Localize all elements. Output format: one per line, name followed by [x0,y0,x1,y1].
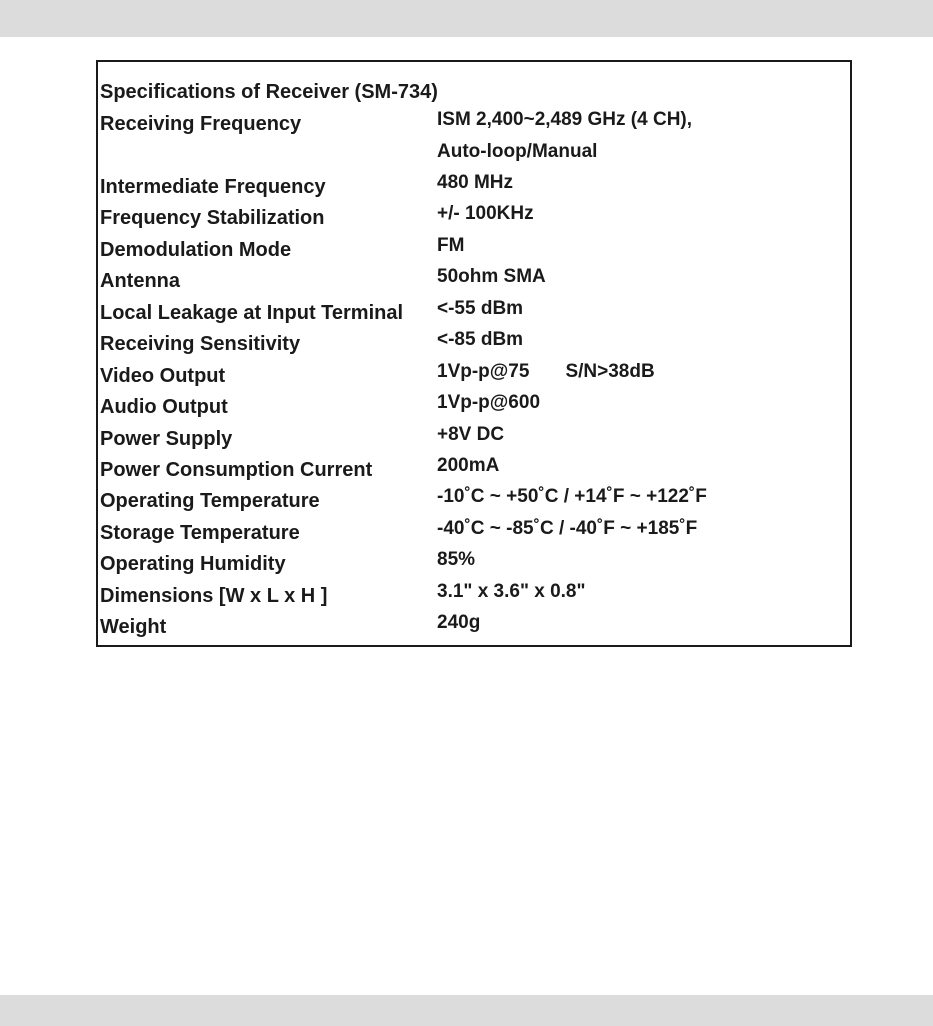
spec-row [98,204,850,232]
spec-value: <-55 dBm [437,298,524,319]
spec-row [98,236,850,264]
spec-row [98,582,850,610]
spec-row [98,138,850,166]
spec-label: Receiving Frequency [100,113,302,135]
spec-label: Power Supply [100,428,233,450]
spec-label: Antenna [100,270,180,292]
spec-row [98,425,850,453]
spec-value: 1Vp-p@600 [437,392,541,413]
spec-row [98,519,850,547]
spec-value: ISM 2,400~2,489 GHz (4 CH), [437,109,693,130]
spec-value: 3.1" x 3.6" x 0.8" [437,581,586,602]
spec-label: Local Leakage at Input Terminal [100,302,404,324]
spec-value: 85% [437,549,476,570]
spec-row [98,550,850,578]
spec-row [98,613,850,641]
spec-row [98,173,850,201]
spec-value: +/- 100KHz [437,203,534,224]
spec-label: Dimensions [W x L x H ] [100,585,328,607]
spec-label: Intermediate Frequency [100,176,326,198]
spec-label: Operating Temperature [100,490,320,512]
spec-label: Weight [100,616,167,638]
spec-value-part: S/N>38dB [565,361,655,382]
spec-title: Specifications of Receiver (SM-734) [100,81,438,103]
spec-value: <-85 dBm [437,329,524,350]
spec-value: 240g [437,612,481,633]
spec-row [98,299,850,327]
top-gray-band [0,0,933,37]
spec-label: Operating Humidity [100,553,286,575]
spec-row [98,393,850,421]
spec-label: Video Output [100,365,226,387]
spec-value [437,358,655,386]
spec-label: Power Consumption Current [100,459,373,481]
spec-table [96,60,852,647]
spec-label: Storage Temperature [100,522,300,544]
spec-value-part: 1Vp-p@75 [437,361,530,382]
bottom-gray-band [0,995,933,1026]
spec-row [98,487,850,515]
spec-value: -10˚C ~ +50˚C / +14˚F ~ +122˚F [437,486,707,507]
spec-value: 480 MHz [437,172,514,193]
spec-value: Auto-loop/Manual [437,141,598,162]
spec-value: 200mA [437,455,500,476]
spec-value: -40˚C ~ -85˚C / -40˚F ~ +185˚F [437,518,698,539]
spec-row [98,330,850,358]
spec-value: FM [437,235,465,256]
spec-value: +8V DC [437,424,505,445]
spec-value: 50ohm SMA [437,266,546,287]
spec-row [98,110,850,138]
spec-label: Audio Output [100,396,228,418]
spec-row [98,456,850,484]
spec-row [98,362,850,390]
spec-row [98,267,850,295]
spec-label: Frequency Stabilization [100,207,325,229]
spec-label: Receiving Sensitivity [100,333,301,355]
spec-label: Demodulation Mode [100,239,292,261]
